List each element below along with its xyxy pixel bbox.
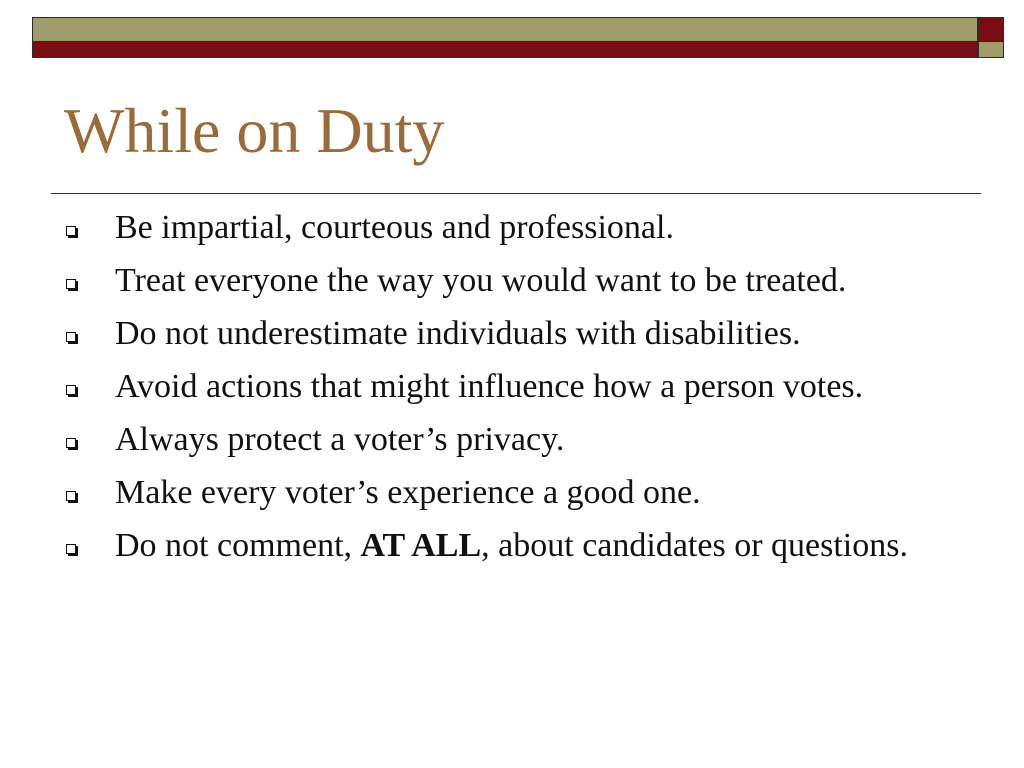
bullet-item <box>62 525 962 567</box>
bullet-text: Do not underestimate individuals with disabilities. <box>115 315 801 352</box>
hollow-square-bullet-icon <box>66 279 76 289</box>
header-square-olive <box>978 42 1004 58</box>
bullet-text: Treat everyone the way you would want to be treated. <box>115 262 847 299</box>
bullet-item <box>62 260 962 302</box>
slide-title: While on Duty <box>64 95 445 166</box>
header-bar-olive <box>32 17 978 42</box>
header-bar-maroon <box>32 42 978 58</box>
hollow-square-bullet-icon <box>66 332 76 342</box>
title-divider <box>51 193 981 194</box>
bullet-text: Make every voter’s experience a good one. <box>115 474 701 511</box>
bullet-item <box>62 472 962 514</box>
bullet-list <box>62 207 962 578</box>
bullet-text: Always protect a voter’s privacy. <box>115 421 565 458</box>
bullet-text-before: Do not comment, <box>115 527 361 564</box>
bullet-emphasis: AT ALL <box>360 527 482 564</box>
bullet-item <box>62 366 962 408</box>
hollow-square-bullet-icon <box>66 544 76 554</box>
header-square-maroon <box>978 17 1004 42</box>
bullet-text: Avoid actions that might influence how a person votes. <box>115 368 864 405</box>
hollow-square-bullet-icon <box>66 438 76 448</box>
bullet-item <box>62 313 962 355</box>
hollow-square-bullet-icon <box>66 385 76 395</box>
bullet-text: Be impartial, courteous and professional. <box>115 209 674 246</box>
hollow-square-bullet-icon <box>66 226 76 236</box>
bullet-text-after: , about candidates or questions. <box>481 527 908 564</box>
hollow-square-bullet-icon <box>66 491 76 501</box>
bullet-item <box>62 419 962 461</box>
bullet-item <box>62 207 962 249</box>
